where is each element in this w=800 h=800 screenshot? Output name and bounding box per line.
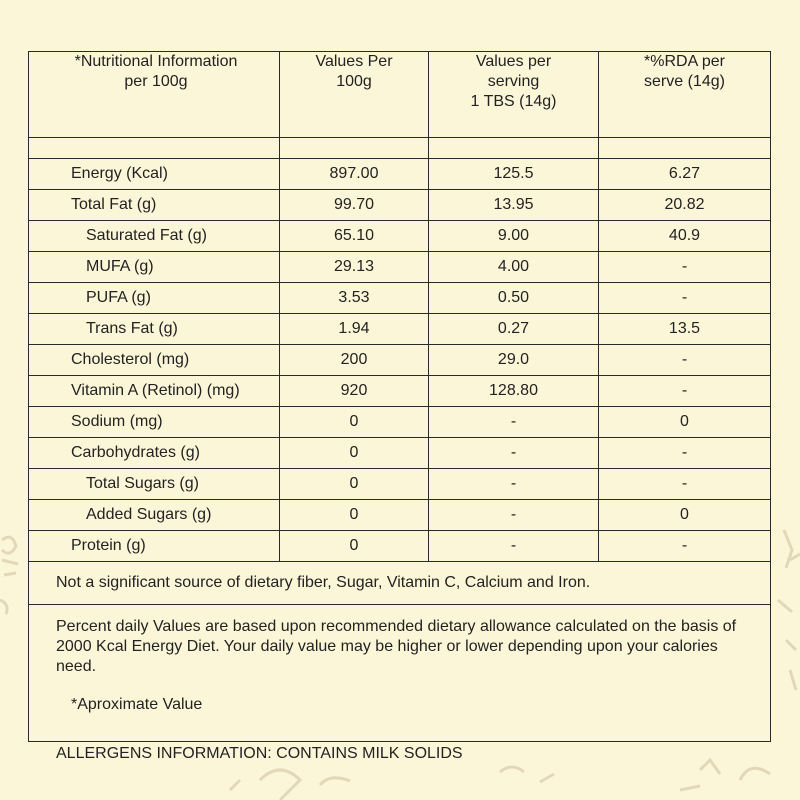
table-row xyxy=(29,314,771,345)
daily-values-text: Percent daily Values are based upon recommended dietary allowance calculated on the basis of 2000 Kcal Energy Diet. Your daily value may be higher or lower depending upon your calories need. xyxy=(56,618,737,675)
value-per-serving: - xyxy=(429,469,599,500)
nutrient-rows xyxy=(29,159,771,562)
rda-per-serve: 0 xyxy=(599,500,771,531)
table-row xyxy=(29,407,771,438)
table-row xyxy=(29,438,771,469)
value-per-100g: 99.70 xyxy=(280,190,429,221)
value-per-serving: - xyxy=(429,407,599,438)
value-per-100g: 920 xyxy=(280,376,429,407)
table-row xyxy=(29,376,771,407)
nutrient-name: Added Sugars (g) xyxy=(29,500,280,531)
allergens-information: ALLERGENS INFORMATION: CONTAINS MILK SOLIDS xyxy=(56,745,463,762)
value-per-serving: 125.5 xyxy=(429,159,599,190)
rda-per-serve: - xyxy=(599,376,771,407)
table-row xyxy=(29,345,771,376)
table-row xyxy=(29,159,771,190)
value-per-100g: 0 xyxy=(280,531,429,562)
table-row xyxy=(29,283,771,314)
spacer-row xyxy=(29,138,771,159)
value-per-100g: 897.00 xyxy=(280,159,429,190)
value-per-serving: 29.0 xyxy=(429,345,599,376)
rda-per-serve: - xyxy=(599,531,771,562)
value-per-serving: - xyxy=(429,500,599,531)
table-row xyxy=(29,252,771,283)
nutrient-name: Saturated Fat (g) xyxy=(29,221,280,252)
table-row xyxy=(29,190,771,221)
rda-per-serve: - xyxy=(599,438,771,469)
nutrient-name: Protein (g) xyxy=(29,531,280,562)
value-per-100g: 0 xyxy=(280,500,429,531)
header-nutritional-info: *Nutritional Information per 100g xyxy=(29,52,280,138)
table-row xyxy=(29,221,771,252)
header-rda-per-serve: *%RDA per serve (14g) xyxy=(599,52,771,138)
value-per-serving: 13.95 xyxy=(429,190,599,221)
rda-per-serve: 13.5 xyxy=(599,314,771,345)
nutrient-name: Total Fat (g) xyxy=(29,190,280,221)
daily-values-note xyxy=(29,605,771,742)
rda-per-serve: - xyxy=(599,252,771,283)
table-row xyxy=(29,500,771,531)
value-per-serving: 0.27 xyxy=(429,314,599,345)
rda-per-serve: - xyxy=(599,345,771,376)
table-row xyxy=(29,469,771,500)
nutrient-name: Cholesterol (mg) xyxy=(29,345,280,376)
header-values-per-serving: Values per serving 1 TBS (14g) xyxy=(429,52,599,138)
rda-per-serve: 0 xyxy=(599,407,771,438)
value-per-100g: 0 xyxy=(280,469,429,500)
value-per-100g: 0 xyxy=(280,438,429,469)
value-per-serving: 128.80 xyxy=(429,376,599,407)
nutrient-name: PUFA (g) xyxy=(29,283,280,314)
value-per-100g: 200 xyxy=(280,345,429,376)
nutrient-name: Energy (Kcal) xyxy=(29,159,280,190)
nutrient-name: Total Sugars (g) xyxy=(29,469,280,500)
value-per-100g: 1.94 xyxy=(280,314,429,345)
nutrient-name: MUFA (g) xyxy=(29,252,280,283)
nutrient-name: Trans Fat (g) xyxy=(29,314,280,345)
header-values-per-100g: Values Per 100g xyxy=(280,52,429,138)
value-per-serving: 4.00 xyxy=(429,252,599,283)
approximate-value-note: *Aproximate Value xyxy=(71,696,203,713)
value-per-100g: 0 xyxy=(280,407,429,438)
table-row xyxy=(29,531,771,562)
value-per-serving: 9.00 xyxy=(429,221,599,252)
table-header xyxy=(29,52,771,138)
rda-per-serve: 20.82 xyxy=(599,190,771,221)
value-per-serving: - xyxy=(429,438,599,469)
value-per-100g: 65.10 xyxy=(280,221,429,252)
value-per-serving: - xyxy=(429,531,599,562)
rda-per-serve: - xyxy=(599,283,771,314)
value-per-100g: 29.13 xyxy=(280,252,429,283)
nutrient-name: Carbohydrates (g) xyxy=(29,438,280,469)
value-per-100g: 3.53 xyxy=(280,283,429,314)
significant-source-note: Not a significant source of dietary fiber, Sugar, Vitamin C, Calcium and Iron. xyxy=(29,562,771,605)
nutrition-table xyxy=(28,51,771,742)
nutrient-name: Vitamin A (Retinol) (mg) xyxy=(29,376,280,407)
rda-per-serve: - xyxy=(599,469,771,500)
rda-per-serve: 6.27 xyxy=(599,159,771,190)
nutrient-name: Sodium (mg) xyxy=(29,407,280,438)
value-per-serving: 0.50 xyxy=(429,283,599,314)
rda-per-serve: 40.9 xyxy=(599,221,771,252)
